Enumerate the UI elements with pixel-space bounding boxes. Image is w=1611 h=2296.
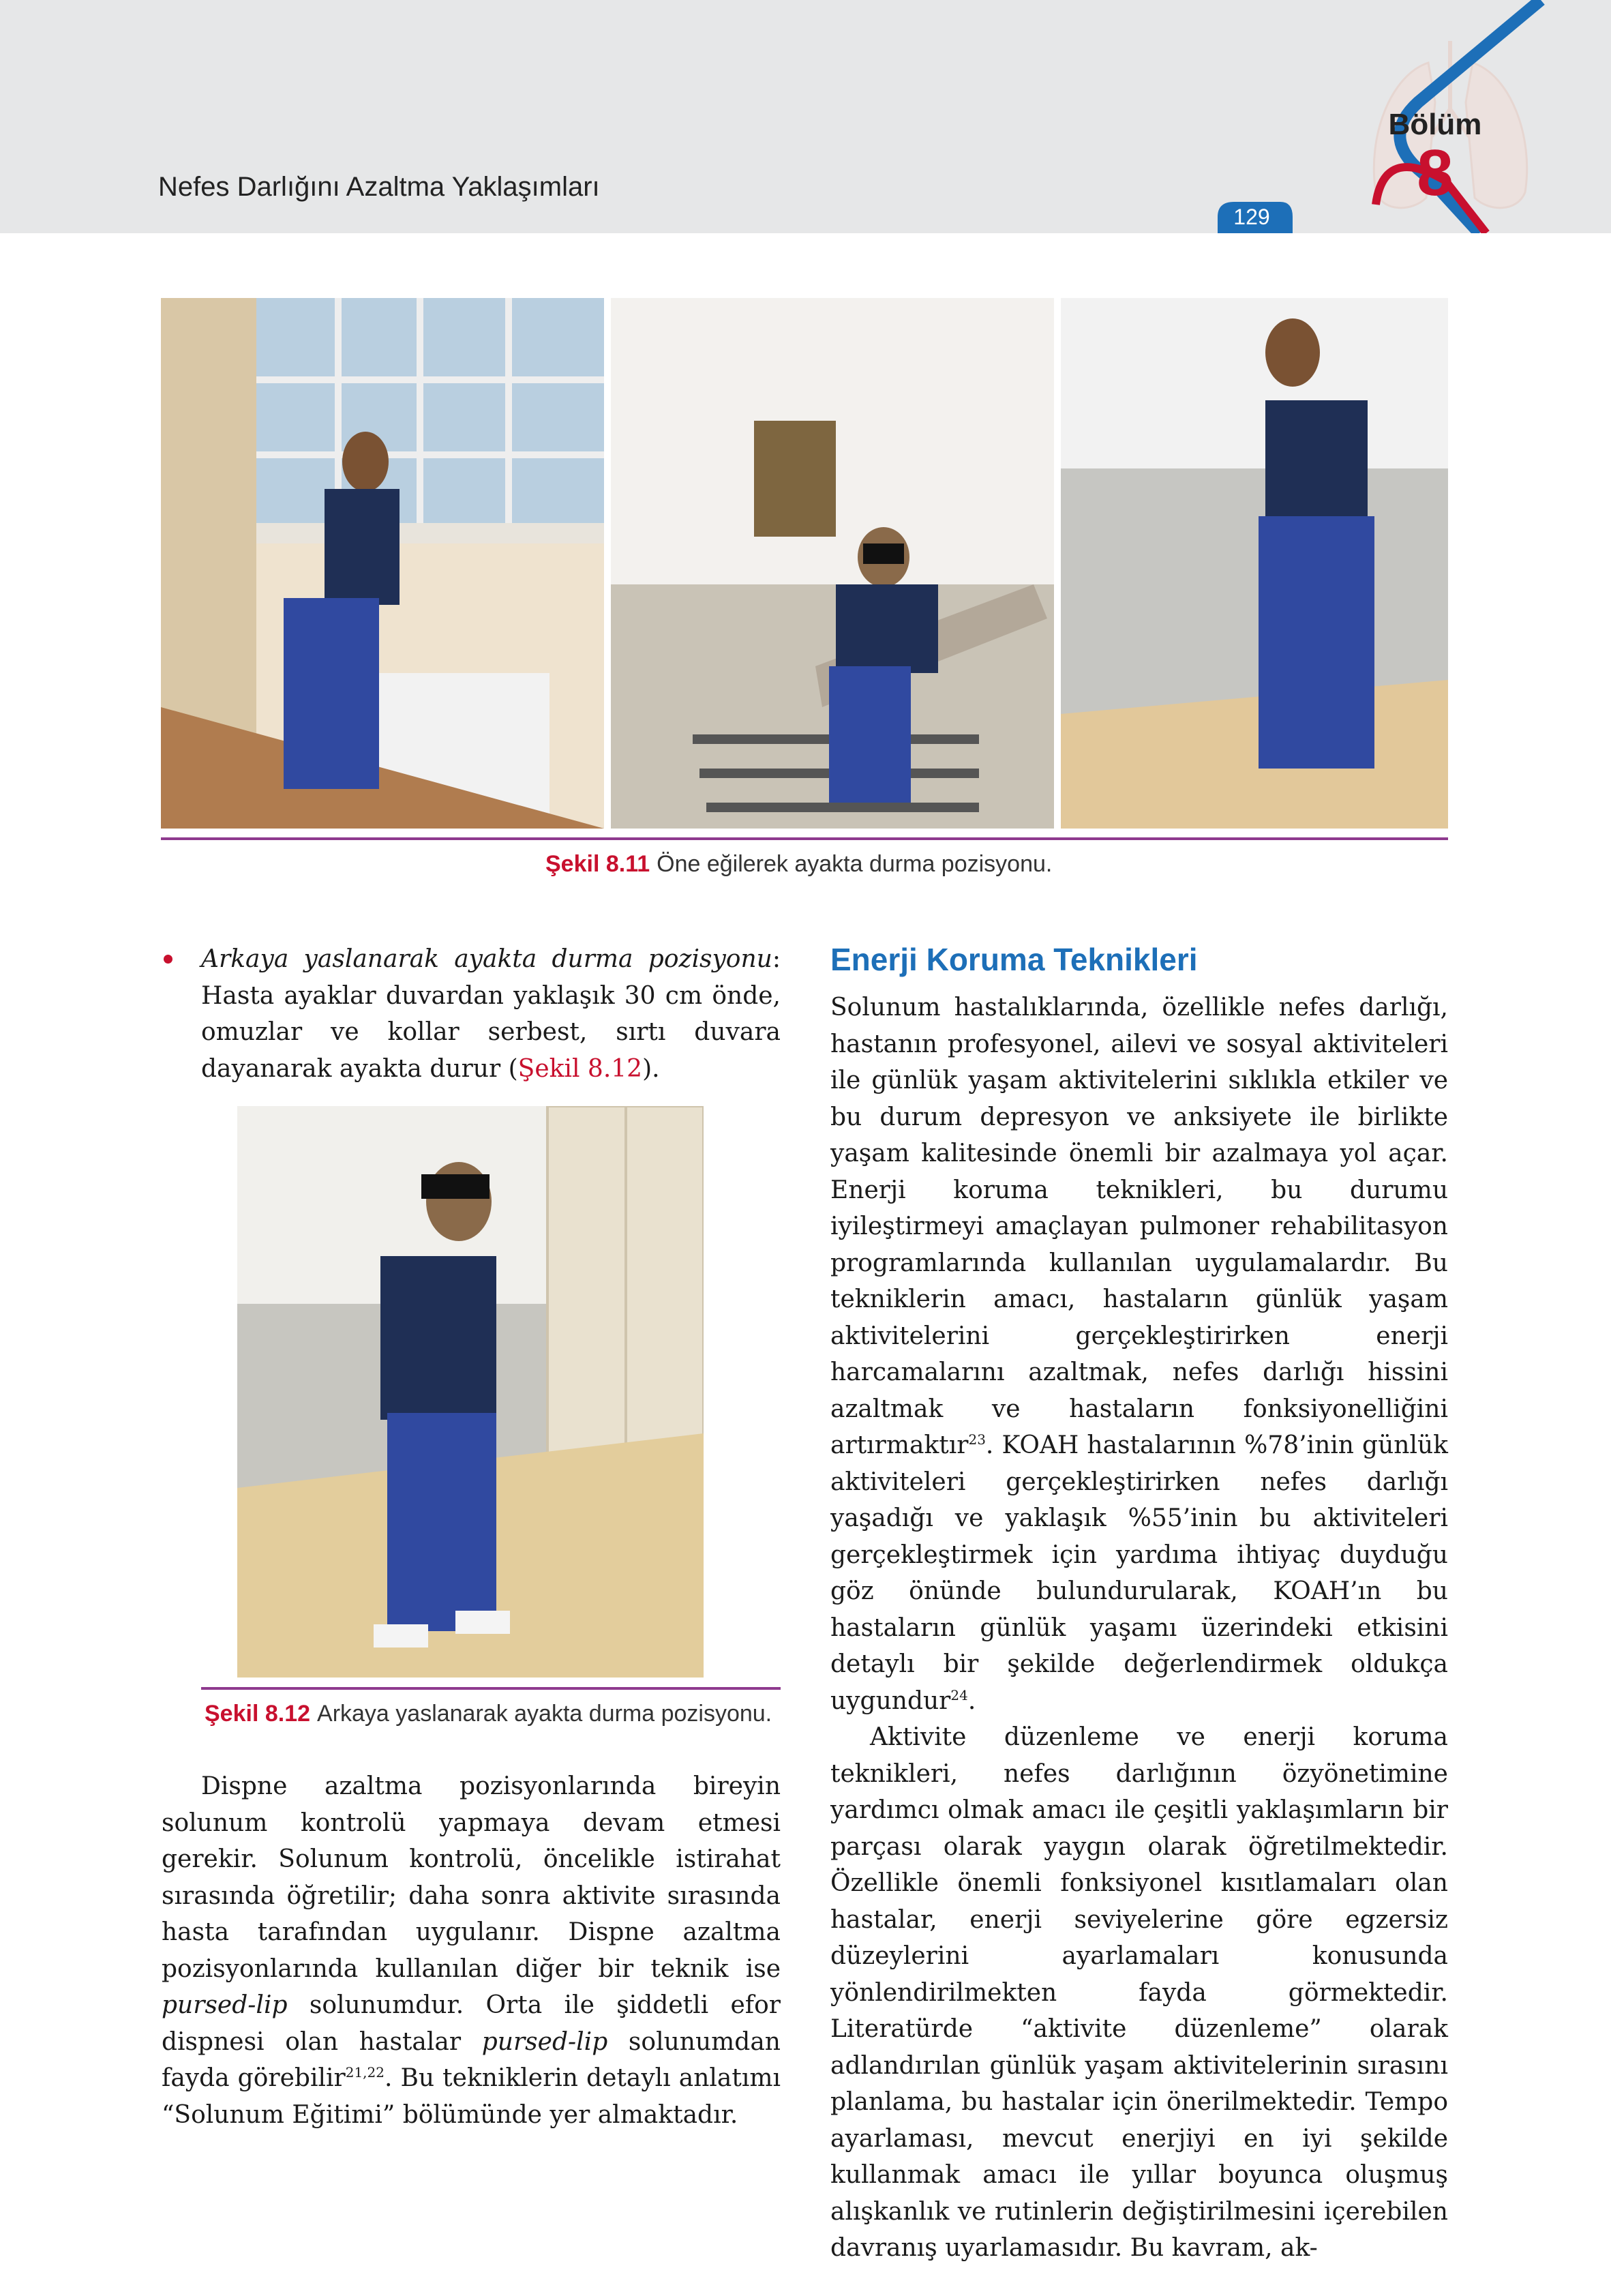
bullet-paragraph: Arkaya yaslanarak ayakta durma pozisyonu: Hasta ayaklar duvardan yaklaşık 30 cm önde, omuzlar ve kollar serbest, sırtı duvara dayanarak ayakta durur (Şekil 8.12). — [201, 945, 781, 1083]
right-column-text: Solunum hastalıklarında, özellikle nefes darlığı, hastanın profesyonel, ailevi ve sosyal aktiviteleri ile günlük yaşam aktivitelerini sıklıkla etkiler ve bu durum depresyon ve anksiyete ile birlikte yaşam kalitesinde önemli bir azalmaya yol açar. Enerji koruma teknikleri, bu durumu iyileştirmeyi amaçlayan pulmoner rehabilitasyon programlarında kullanılan uygulamalardır. Bu tekniklerin amacı, hastaların günlük yaşam aktivitelerini gerçekleştirirken enerji harcamalarını azaltmak, nefes darlığı hissini azaltmak ve hastaların fonksiyonelliğini artırmaktır$^{23}$. KOAH hastalarının %78’inin günlük aktiviteleri gerçekleştirirken nefes darlığı yaşadığı ve yaklaşık %55’inin bu aktiviteleri gerçekleştirmek için yardıma ihtiyaç duyduğu göz önünde bulundurularak, KOAH’ın bu hastaların günlük yaşamı üzerindeki etkisini detaylı bir şekilde değerlendirmek oldukça uygundur$^{24}$. Aktivite düzenleme ve enerji koruma teknikleri, nefes darlığının özyönetimine yardımcı olmak amacı ile çeşitli yaklaşımların bir parçası olarak yaygın olarak öğretilmektedir. Özellikle önemli fonksiyonel kısıtlamaları olan hastalar, enerji seviyelerine göre egzersiz düzeylerini ayarlamaları konusunda yönlendirilmekten fayda görmektedir. Literatürde “aktivite düzenleme” olarak adlandırılan günlük yaşam aktivitelerinin sırasını planlama, bu hastalar için önerilmektedir. Tempo ayarlaması, mevcut enerjiyi en iyi şekilde kullanmak amacı ile yıllar boyunca oluşmuş alışkanlık ve rutinlerin değiştirilmesini içerebilen davranış uyarlamasıdır. Bu kavram, ak- — [830, 989, 1448, 2267]
chapter-number: 8 — [1417, 136, 1454, 209]
figure-8-12-rule — [201, 1687, 781, 1690]
citation: 23 — [968, 1431, 986, 1448]
figure-8-11-photo-wall — [1061, 298, 1448, 829]
figure-8-11-label: Şekil 8.11 — [545, 851, 650, 877]
citation: 24 — [950, 1686, 968, 1703]
figure-8-12-label: Şekil 8.12 — [205, 1701, 311, 1727]
figure-8-12-caption-text: Arkaya yaslanarak ayakta durma pozisyonu. — [317, 1701, 772, 1727]
figure-8-12-caption — [205, 1701, 772, 1727]
left-paragraph: Dispne azaltma pozisyonlarında bireyin solunum kontrolü yapmaya devam etmesi gerekir. Solunum kontrolü, öncelikle istirahat sırasında öğretilir; daha sonra aktivite sırasında hasta tarafından uygulanır. Dispne azaltma pozisyonlarında kullanılan diğer bir teknik ise pursed-lip solunumdur. Orta ile şiddetli efor dispnesi olan hastalar pursed-lip solunumdan fayda görebilir$^{21,22}$. Bu tekniklerin detaylı anlatımı “Solunum Eğitimi” bölümünde yer almaktadır. — [162, 1772, 781, 2129]
citation: 21,22 — [345, 2064, 385, 2081]
page-header — [0, 0, 1611, 233]
figure-8-11-photo-window — [161, 298, 604, 829]
page-number: 129 — [1233, 205, 1270, 229]
figure-8-11-caption-text: Öne eğilerek ayakta durma pozisyonu. — [657, 851, 1053, 877]
bullet-icon — [164, 955, 172, 964]
section-title: Enerji Koruma Teknikleri — [830, 942, 1198, 977]
right-paragraph-2: Aktivite düzenleme ve enerji koruma teknikleri, nefes darlığının özyönetimine yardımcı olmak amacı ile çeşitli yaklaşımların bir parçası olarak yaygın olarak öğretilmektedir. Özellikle önemli fonksiyonel kısıtlamaları olan hastalar, enerji seviyelerine göre egzersiz düzeylerini ayarlamaları konusunda yönlendirilmekten fayda görmektedir. Literatürde “aktivite düzenleme” olarak adlandırılan günlük yaşam aktivitelerinin sırasını planlama, bu hastalar için önerilmektedir. Tempo ayarlaması, mevcut enerjiyi en iyi şekilde kullanmak amacı ile yıllar boyunca oluşmuş alışkanlık ve rutinlerin değiştirilmesini içerebilen davranış uyarlamasıdır. Bu kavram, ak- — [830, 1723, 1448, 2262]
chapter-label: Bölüm — [1388, 108, 1482, 141]
figure-8-11-rule — [161, 837, 1448, 840]
figure-8-11-caption — [545, 851, 1052, 878]
running-title: Nefes Darlığını Azaltma Yaklaşımları — [158, 172, 600, 202]
figure-8-12-photo — [237, 1106, 704, 1678]
figure-reference: Şekil 8.12 — [517, 1054, 643, 1083]
figure-8-11-photo-stairs — [611, 298, 1054, 829]
bullet-title: Arkaya yaslanarak ayakta durma pozisyonu — [201, 945, 772, 973]
